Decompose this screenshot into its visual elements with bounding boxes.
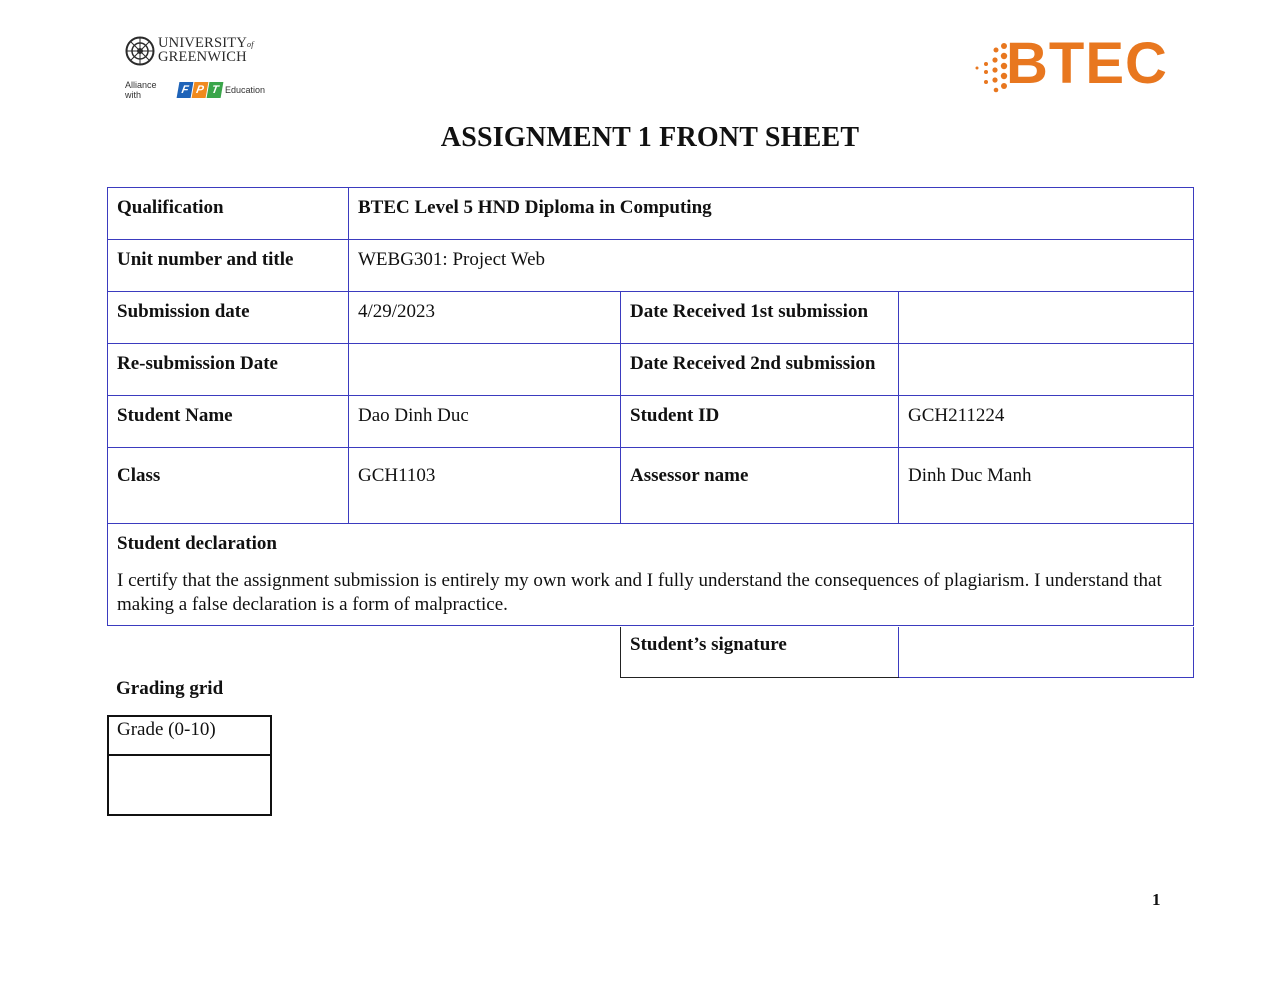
grade-header: Grade (0-10) [108,716,271,755]
btec-logo [970,31,1170,98]
student-name-value: Dao Dinh Duc [349,396,621,448]
unit-value: WEBG301: Project Web [349,240,1194,292]
received-first-label: Date Received 1st submission [621,292,899,344]
class-value: GCH1103 [349,448,621,524]
qualification-value: BTEC Level 5 HND Diploma in Computing [349,188,1194,240]
declaration-text: I certify that the assignment submission is entirely my own work and I fully understand the consequences of plagiarism. I understand that making a false declaration is a form of malpractice. [117,570,1162,615]
qualification-label: Qualification [108,188,349,240]
university-line2: GREENWICH [158,49,247,65]
university-of-greenwich-logo [125,35,265,99]
student-id-value: GCH211224 [899,396,1194,448]
grade-value-field[interactable] [108,755,271,815]
received-second-label: Date Received 2nd submission [621,344,899,396]
table-row [108,344,1194,396]
declaration-title: Student declaration [117,533,277,554]
university-line1: UNIVERSITY [158,35,247,51]
table-row [108,188,1194,240]
table-row [108,240,1194,292]
resubmission-value [349,344,621,396]
table-row [621,627,1194,678]
submission-date-value: 4/29/2023 [349,292,621,344]
student-id-label: Student ID [621,396,899,448]
unit-label: Unit number and title [108,240,349,292]
submission-date-label: Submission date [108,292,349,344]
grading-grid-title: Grading grid [116,678,224,699]
alliance-prefix: Alliance with [125,80,157,100]
alliance-suffix: Education [224,85,265,95]
student-declaration [108,524,1194,626]
class-label: Class [108,448,349,524]
fpt-logo: F P T [178,82,222,98]
grading-grid-table [107,715,272,816]
table-row [108,396,1194,448]
university-line1-suffix: of [247,40,254,49]
alliance-with-fpt [125,80,265,100]
assessor-value: Dinh Duc Manh [899,448,1194,524]
btec-wordmark: BTEC [1006,31,1168,96]
received-second-value [899,344,1194,396]
university-seal-icon [125,36,155,66]
university-wordmark [158,37,254,64]
student-name-label: Student Name [108,396,349,448]
page-title: ASSIGNMENT 1 FRONT SHEET [440,122,860,153]
table-row [108,716,271,755]
table-row [108,292,1194,344]
table-row [108,448,1194,524]
resubmission-label: Re-submission Date [108,344,349,396]
received-first-value [899,292,1194,344]
signature-table [620,627,1194,678]
signature-label: Student’s signature [621,627,899,678]
signature-field[interactable] [899,627,1194,678]
front-sheet-table [107,187,1194,626]
page-number: 1 [1152,890,1161,909]
btec-dots-icon [970,38,1010,98]
table-row [108,524,1194,626]
table-row [108,755,271,815]
assessor-label: Assessor name [621,448,899,524]
